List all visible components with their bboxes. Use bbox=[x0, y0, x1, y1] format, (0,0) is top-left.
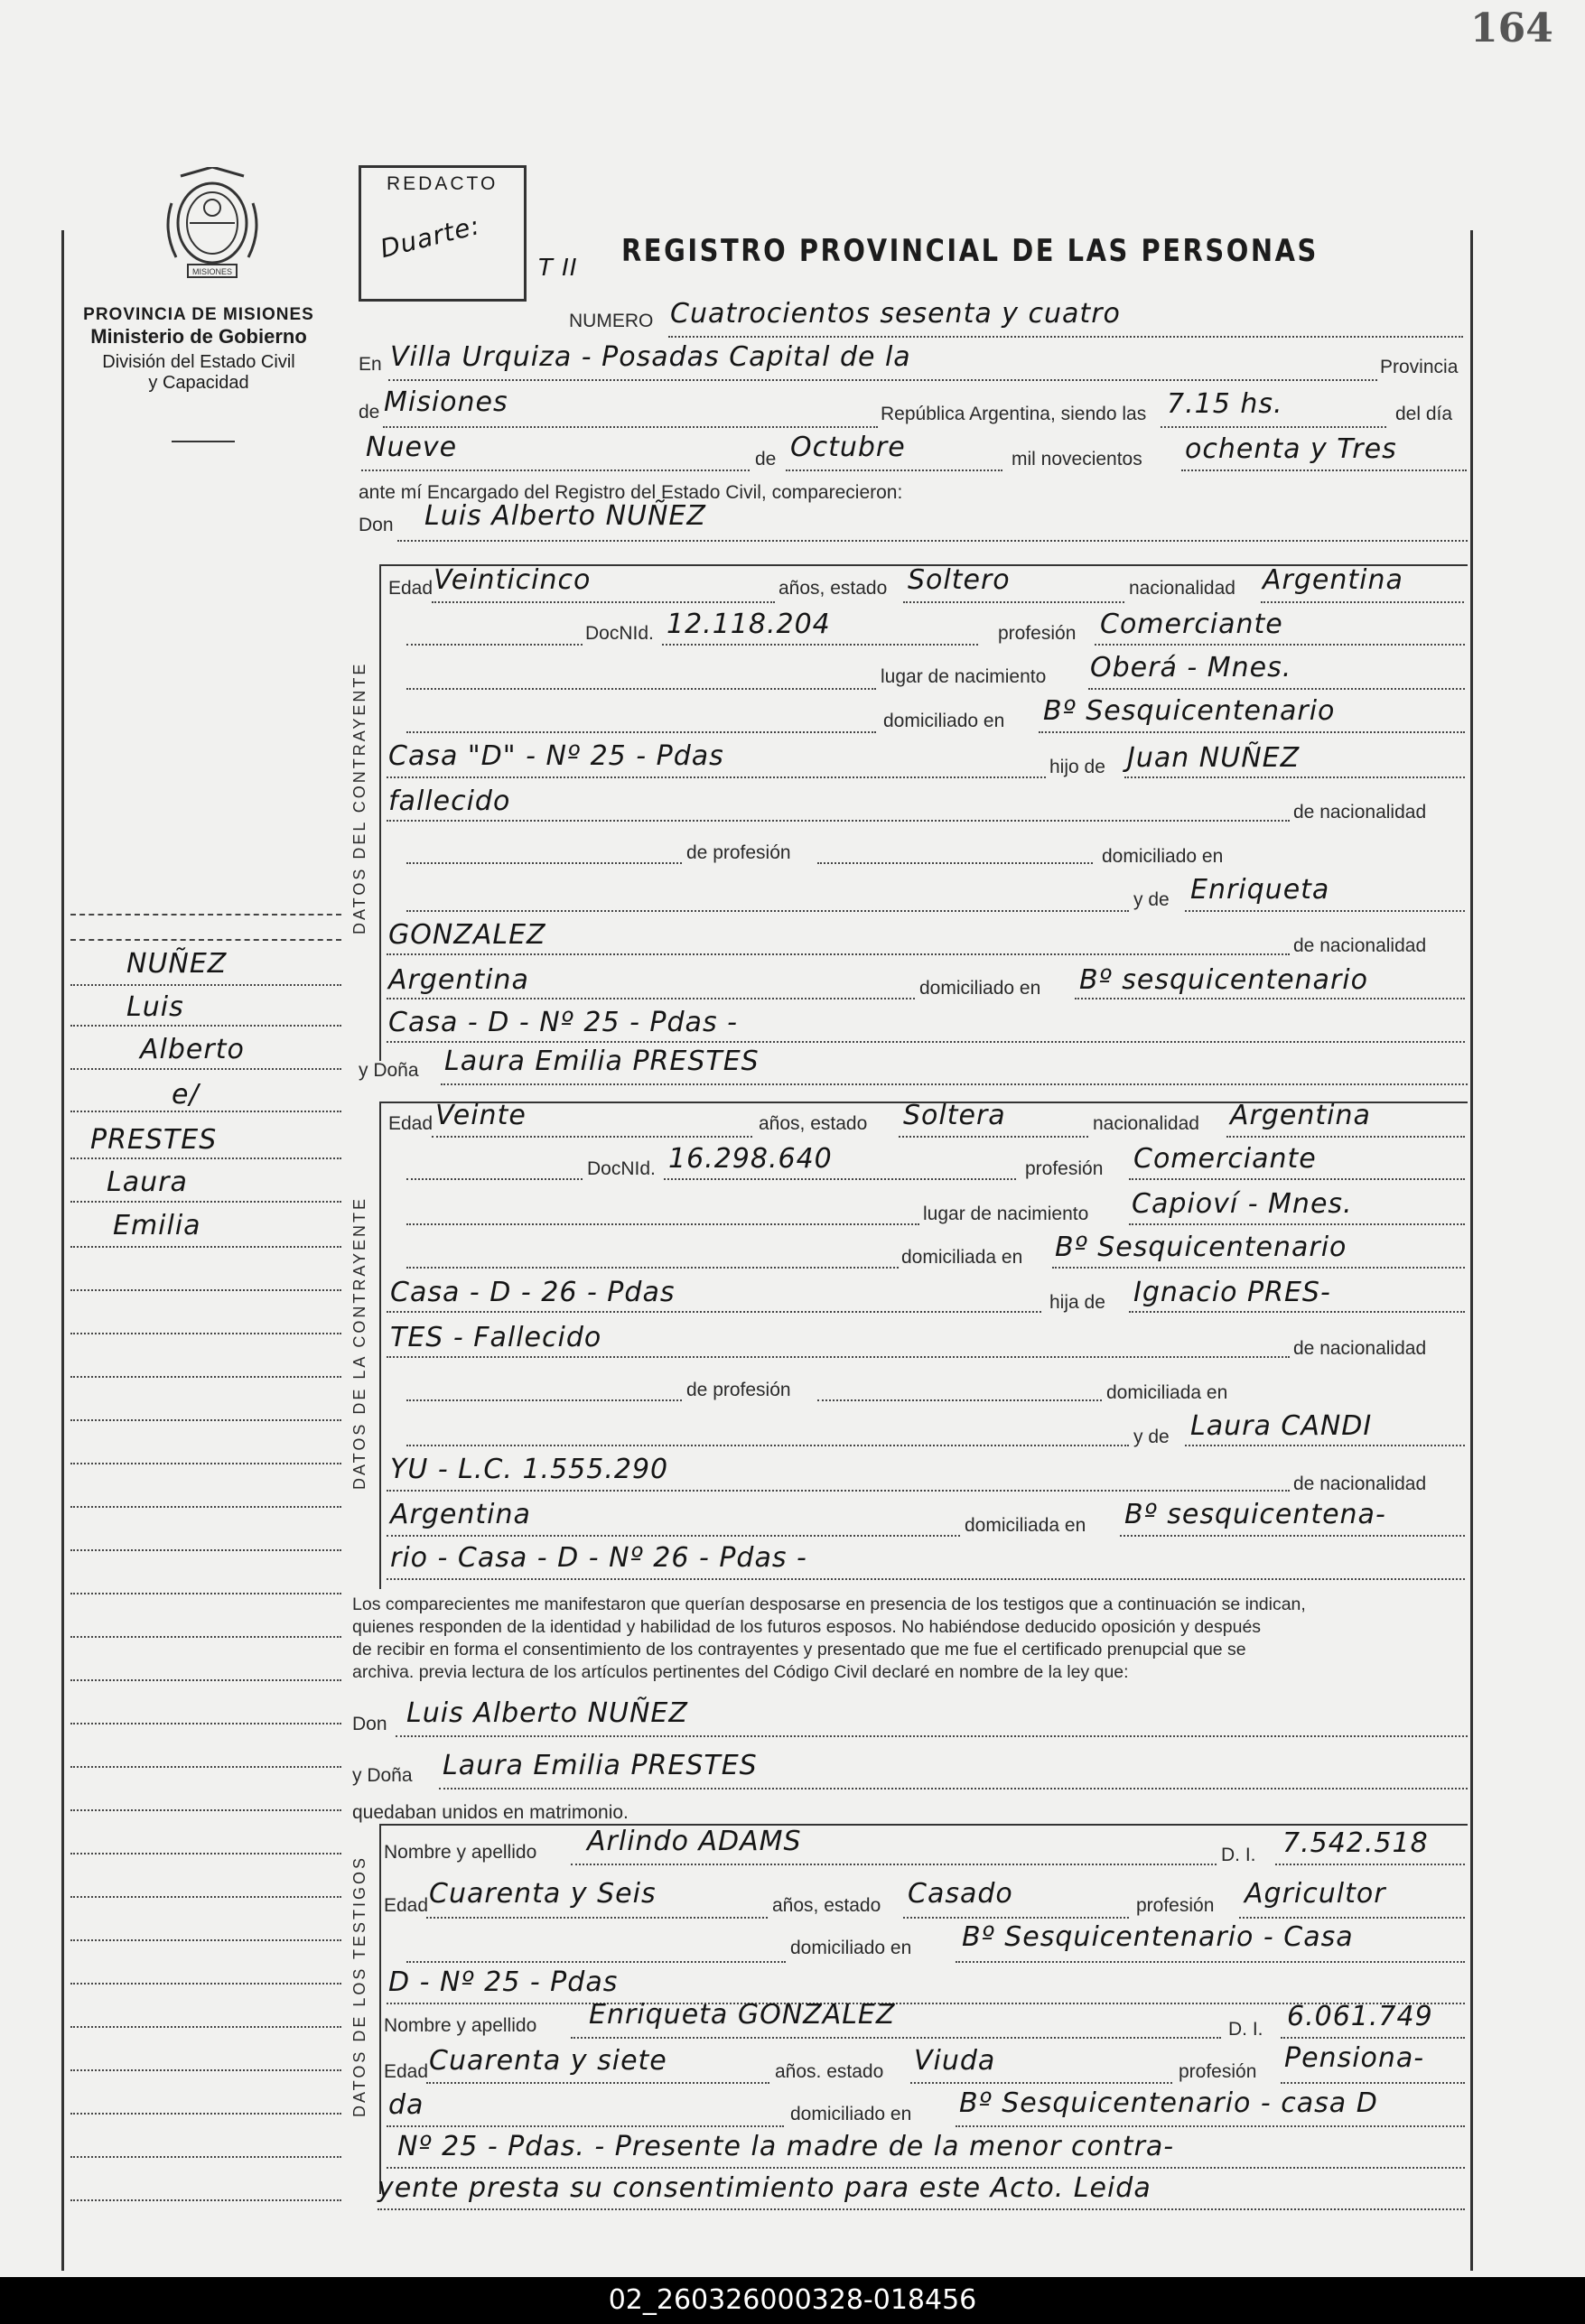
margin-line-1 bbox=[70, 984, 341, 986]
edad2-line bbox=[432, 1136, 752, 1138]
contrayenta-nombre: Laura Emilia PRESTES bbox=[444, 1046, 760, 1077]
coat-of-arms-icon bbox=[154, 167, 271, 289]
testigo1-estado-line bbox=[903, 1917, 1129, 1919]
contrayenta-doc: 16.298.640 bbox=[668, 1143, 833, 1175]
profesion-label-4: profesión bbox=[1179, 2061, 1257, 2082]
nacionalidad-label-2: nacionalidad bbox=[1093, 1113, 1199, 1134]
republica-label: República Argentina, siendo las bbox=[881, 404, 1147, 424]
de-nacionalidad-label-3: de nacionalidad bbox=[1293, 1338, 1427, 1359]
contrayenta-nombre-line bbox=[441, 1083, 1468, 1085]
testigos-side-label: DATOS DE LOS TESTIGOS bbox=[350, 1855, 368, 2117]
testigo2-domicilio3-line bbox=[378, 2208, 1465, 2210]
testigo1-edad-line bbox=[426, 1917, 768, 1919]
estado2-line bbox=[899, 1136, 1088, 1138]
lugar-value: Villa Urquiza - Posadas Capital de la bbox=[390, 341, 911, 373]
testigo2-di: 6.061.749 bbox=[1287, 2001, 1433, 2032]
testigo2-nombre-line bbox=[571, 2037, 1221, 2039]
domiciliada-label-3: domiciliada en bbox=[965, 1515, 1086, 1536]
margin-ruled-line bbox=[70, 1679, 341, 1681]
domiciliada-label-2: domiciliada en bbox=[1106, 1382, 1228, 1403]
declaracion-dona-line bbox=[439, 1788, 1468, 1789]
provincia-value: Misiones bbox=[384, 386, 508, 418]
testigo2-nombre: Enriqueta GONZALEZ bbox=[589, 1999, 896, 2031]
left-header bbox=[63, 305, 334, 394]
page-number: 164 bbox=[1470, 5, 1553, 51]
hija-de-label: hija de bbox=[1049, 1292, 1105, 1313]
dom-pre-line bbox=[406, 731, 876, 733]
contrayente-estado: Soltero bbox=[908, 564, 1011, 596]
margin-ruled-line bbox=[70, 1333, 341, 1334]
anos-estado-label-2: años, estado bbox=[759, 1113, 868, 1134]
contrayente-madre-nac: Argentina bbox=[388, 964, 529, 996]
testigo1-di-line bbox=[1275, 1864, 1465, 1865]
profesion-label-2: profesión bbox=[1025, 1158, 1104, 1179]
margin-ruled-line bbox=[70, 2156, 341, 2158]
contrayenta-madre-nac: Argentina bbox=[390, 1499, 531, 1530]
margin-name-6: Emilia bbox=[113, 1210, 201, 1241]
hora-line bbox=[1161, 426, 1386, 428]
de-nacionalidad-label-1: de nacionalidad bbox=[1293, 802, 1427, 823]
contrayenta-madre2: YU - L.C. 1.555.290 bbox=[390, 1454, 669, 1485]
margin-ruled-line bbox=[70, 1636, 341, 1638]
division-line-1: División del Estado Civil bbox=[102, 352, 295, 372]
contrayenta-madre-dom1: Bº sesquicentena- bbox=[1124, 1499, 1386, 1530]
padre2-2-line bbox=[387, 1356, 1290, 1358]
domiciliado-label-5: domiciliado en bbox=[790, 2104, 912, 2124]
margin-ruled-line bbox=[70, 2113, 341, 2115]
margin-ruled-line bbox=[70, 1593, 341, 1594]
y-de2-pre-line bbox=[406, 1445, 1129, 1446]
numero-value: Cuatrocientos sesenta y cuatro bbox=[670, 298, 1121, 330]
testigo2-domicilio1-line bbox=[956, 2125, 1465, 2127]
testigo2-domicilio2-line bbox=[387, 2167, 1465, 2169]
contrayente-block-rule bbox=[379, 564, 381, 1061]
left-margin-rule bbox=[61, 230, 64, 2271]
domiciliado-label-2: domiciliado en bbox=[1102, 846, 1224, 867]
numero-label: NUMERO bbox=[569, 311, 654, 331]
madre2-2-line bbox=[387, 1490, 1290, 1492]
contrayente-domicilio1: Bº Sesquicentenario bbox=[1043, 695, 1336, 727]
madre1-line bbox=[1185, 910, 1465, 912]
lugar-nacimiento2-line bbox=[1129, 1223, 1465, 1225]
testigo1-dom-pre-line bbox=[406, 1961, 786, 1963]
nacionalidad-label: nacionalidad bbox=[1129, 578, 1235, 599]
dia-value: Nueve bbox=[366, 432, 458, 463]
padre-line bbox=[1124, 776, 1465, 778]
right-margin-rule bbox=[1470, 230, 1473, 2271]
contrayente-madre-dom2: Casa - D - Nº 25 - Pdas - bbox=[388, 1007, 738, 1038]
de-nacionalidad-label-2: de nacionalidad bbox=[1293, 935, 1427, 956]
margin-line-5 bbox=[70, 1157, 341, 1159]
margin-ruled-line bbox=[70, 1939, 341, 1941]
testigo2-domicilio3: yente presta su consentimiento para este Acto. Leida bbox=[378, 2172, 1151, 2204]
margin-line-3 bbox=[70, 1068, 341, 1070]
docnid-label-2: DocNId. bbox=[587, 1158, 656, 1179]
ministry-name: Ministerio de Gobierno bbox=[90, 325, 307, 348]
contrayenta-profesion: Comerciante bbox=[1133, 1143, 1317, 1175]
domicilio2-line bbox=[387, 776, 1046, 778]
profesion-label: profesión bbox=[998, 623, 1077, 644]
provincia-line bbox=[383, 426, 878, 428]
de-prof-pre-line bbox=[406, 862, 682, 864]
paragraph-line-2: quienes responden de la identidad y habilidad de los futuros esposos. No habiéndose deducido oposición y después bbox=[352, 1617, 1262, 1637]
doc2-pre-line bbox=[406, 1178, 583, 1180]
de-prof-line bbox=[817, 862, 1093, 864]
declaracion-dona: Laura Emilia PRESTES bbox=[443, 1750, 758, 1781]
scan-id-footer: 02_260326000328-018456 bbox=[0, 2277, 1585, 2324]
testigo1-profesion-line bbox=[1239, 1917, 1465, 1919]
testigo2-profesion2: da bbox=[388, 2089, 424, 2121]
anio-line bbox=[1181, 469, 1467, 471]
contrayenta-padre1: Ignacio PRES- bbox=[1133, 1277, 1331, 1308]
y-de-label-2: y de bbox=[1133, 1427, 1170, 1447]
testigo1-edad: Cuarenta y Seis bbox=[429, 1878, 657, 1910]
dia-line bbox=[361, 469, 750, 471]
doc-pre-line bbox=[406, 644, 583, 646]
padre1-2-line bbox=[1129, 1311, 1465, 1313]
anos-estado-label-4: años. estado bbox=[775, 2061, 884, 2082]
testigo2-domicilio1: Bº Sesquicentenario - casa D bbox=[959, 2087, 1378, 2119]
edad-label-3: Edad bbox=[384, 1895, 429, 1916]
en-label: En bbox=[359, 354, 382, 375]
de-nacionalidad-label-4: de nacionalidad bbox=[1293, 1473, 1427, 1494]
contrayente-padre: Juan NUÑEZ bbox=[1127, 742, 1301, 774]
contrayente-nacionalidad: Argentina bbox=[1263, 564, 1403, 596]
margin-ruled-line bbox=[70, 1766, 341, 1768]
lugar-nacimiento-label-2: lugar de nacimiento bbox=[923, 1204, 1089, 1224]
lugar-nacimiento-line bbox=[1088, 688, 1465, 690]
contrayenta-domicilio2: Casa - D - 26 - Pdas bbox=[390, 1277, 676, 1308]
contrayenta-domicilio1: Bº Sesquicentenario bbox=[1055, 1232, 1347, 1263]
margin-line-6 bbox=[70, 1201, 341, 1203]
nombre-label-2: Nombre y apellido bbox=[384, 2015, 537, 2036]
redacto-box bbox=[359, 165, 527, 302]
domicilio2-2-line bbox=[387, 1311, 1041, 1313]
margin-line-2 bbox=[70, 1025, 341, 1027]
margin-name-2: Alberto bbox=[140, 1034, 245, 1065]
document-title: REGISTRO PROVINCIAL DE LAS PERSONAS bbox=[621, 233, 1319, 269]
nacionalidad-line bbox=[1261, 601, 1464, 603]
testigos-block-rule bbox=[379, 1824, 381, 2194]
header-divider bbox=[172, 441, 235, 442]
lugar-nacimiento-label: lugar de nacimiento bbox=[881, 666, 1047, 687]
de-prof2-line bbox=[817, 1399, 1102, 1401]
numero-line bbox=[668, 336, 1463, 338]
testigo2-profesion1-line bbox=[1281, 2082, 1465, 2084]
margin-ruled-line bbox=[70, 1376, 341, 1378]
testigo1-domicilio2: D - Nº 25 - Pdas bbox=[388, 1966, 619, 1998]
testigo1-nombre: Arlindo ADAMS bbox=[587, 1826, 802, 1857]
nacionalidad2-line bbox=[1226, 1136, 1465, 1138]
lugar-pre-line bbox=[406, 688, 876, 690]
de-profesion-label-1: de profesión bbox=[686, 842, 791, 863]
division-line-2: y Capacidad bbox=[148, 373, 249, 393]
margin-line-0 bbox=[70, 914, 341, 916]
madre-dom2-2-line bbox=[387, 1578, 1465, 1580]
madre1-2-line bbox=[1185, 1445, 1465, 1446]
margin-ruled-line bbox=[70, 1549, 341, 1551]
margin-line-7 bbox=[70, 1246, 341, 1248]
declaracion-don-line bbox=[396, 1735, 1468, 1737]
testigo2-estado: Viuda bbox=[914, 2045, 996, 2077]
paragraph-line-3: de recibir en forma el consentimiento de los contrayentes y presentado que me fue el certificado prenupcial que se bbox=[352, 1640, 1246, 1659]
contrayente-lugar-nacimiento: Oberá - Mnes. bbox=[1090, 652, 1292, 683]
margin-ruled-line bbox=[70, 2069, 341, 2071]
margin-ruled-line bbox=[70, 1419, 341, 1421]
de-prof2-pre-line bbox=[406, 1399, 682, 1401]
testigo2-domicilio2: Nº 25 - Pdas. - Presente la madre de la menor contra- bbox=[397, 2131, 1175, 2162]
nombre-label-1: Nombre y apellido bbox=[384, 1842, 537, 1863]
domiciliado-label: domiciliado en bbox=[883, 711, 1005, 731]
doc-line bbox=[662, 644, 978, 646]
profesion-line bbox=[1095, 644, 1465, 646]
y-de-pre-line bbox=[406, 910, 1129, 912]
contrayente-domicilio2: Casa "D" - Nº 25 - Pdas bbox=[388, 740, 724, 772]
ante-label: ante mí Encargado del Registro del Estado Civil, comparecieron: bbox=[359, 482, 903, 503]
testigo1-nombre-line bbox=[571, 1864, 1217, 1865]
contrayente-madre1: Enriqueta bbox=[1190, 874, 1330, 906]
seal-text: MISIONES bbox=[191, 267, 233, 276]
domiciliado-label-3: domiciliado en bbox=[919, 978, 1041, 999]
declaracion-don: Luis Alberto NUÑEZ bbox=[406, 1697, 688, 1729]
de-label: de bbox=[359, 402, 380, 423]
testigo2-profesion1: Pensiona- bbox=[1284, 2042, 1425, 2074]
margin-ruled-line bbox=[70, 1723, 341, 1724]
margin-ruled-line bbox=[70, 1809, 341, 1811]
edad-label: Edad bbox=[388, 578, 434, 599]
anos-estado-label-3: años, estado bbox=[772, 1895, 881, 1916]
margin-line-0b bbox=[70, 939, 341, 941]
contrayenta-nacionalidad: Argentina bbox=[1230, 1100, 1371, 1131]
y-dona-label-2: y Doña bbox=[352, 1765, 413, 1786]
margin-ruled-line bbox=[70, 1463, 341, 1464]
anio-value: ochenta y Tres bbox=[1185, 433, 1397, 465]
provincia-label: Provincia bbox=[1380, 357, 1459, 377]
testigo1-estado: Casado bbox=[908, 1878, 1013, 1910]
contrayenta-madre-dom2: rio - Casa - D - Nº 26 - Pdas - bbox=[390, 1542, 807, 1574]
province-name: PROVINCIA DE MISIONES bbox=[83, 305, 314, 324]
padre-estado-line bbox=[387, 820, 1290, 822]
contrayente-madre2: GONZALEZ bbox=[388, 919, 546, 951]
testigo2-di-line bbox=[1281, 2037, 1465, 2039]
contrayenta-padre2: TES - Fallecido bbox=[390, 1322, 602, 1353]
contrayente-doc: 12.118.204 bbox=[667, 609, 831, 640]
contrayente-nombre: Luis Alberto NUÑEZ bbox=[424, 500, 706, 532]
margin-ruled-line bbox=[70, 1983, 341, 1985]
madre-nac2-line bbox=[387, 1535, 960, 1537]
margin-ruled-line bbox=[70, 2199, 341, 2201]
doc2-line bbox=[664, 1178, 1016, 1180]
profesion-label-3: profesión bbox=[1136, 1895, 1215, 1916]
margin-name-4: PRESTES bbox=[90, 1124, 218, 1156]
domicilio1-2-line bbox=[1052, 1267, 1465, 1269]
anos-estado-label: años, estado bbox=[779, 578, 888, 599]
paragraph-line-4: archiva. previa lectura de los artículos pertinentes del Código Civil declaré en nombre de la ley que: bbox=[352, 1662, 1129, 1682]
hora-value: 7.15 hs. bbox=[1167, 388, 1283, 420]
quedaban-label: quedaban unidos en matrimonio. bbox=[352, 1802, 629, 1823]
redacto-signature: Duarte: bbox=[377, 209, 483, 265]
del-dia-label: del día bbox=[1395, 404, 1453, 424]
domiciliada-label: domiciliada en bbox=[901, 1247, 1023, 1268]
edad-line bbox=[432, 601, 775, 603]
de-profesion-label-2: de profesión bbox=[686, 1380, 791, 1400]
contrayenta-madre1: Laura CANDI bbox=[1190, 1410, 1373, 1442]
y-de-label-1: y de bbox=[1133, 889, 1170, 910]
paragraph-line-1: Los comparecientes me manifestaron que querían desposarse en presencia de los testigos que a continuación se indican, bbox=[352, 1594, 1306, 1614]
docnid-label: DocNId. bbox=[585, 623, 654, 644]
contrayenta-side-label: DATOS DE LA CONTRAYENTE bbox=[350, 1195, 368, 1490]
testigo1-domicilio1-line bbox=[956, 1961, 1465, 1963]
di-label-1: D. I. bbox=[1221, 1845, 1256, 1865]
testigo2-estado-line bbox=[910, 2082, 1172, 2084]
don-label-2: Don bbox=[352, 1714, 387, 1734]
contrayenta-block-rule bbox=[379, 1102, 381, 1589]
madre-nac-line bbox=[387, 998, 915, 999]
margin-name-1: Luis bbox=[126, 991, 184, 1023]
margin-ruled-line bbox=[70, 1853, 341, 1855]
edad-label-4: Edad bbox=[384, 2061, 429, 2082]
madre2-line bbox=[387, 953, 1290, 955]
de2-label: de bbox=[755, 449, 777, 469]
contrayente-nombre-line bbox=[397, 540, 1468, 542]
margin-name-3: e/ bbox=[172, 1079, 200, 1111]
contrayente-padre-estado: fallecido bbox=[388, 786, 511, 817]
domicilio1-line bbox=[1039, 731, 1465, 733]
y-dona-label-1: y Doña bbox=[359, 1060, 419, 1081]
mil-label: mil novecientos bbox=[1012, 449, 1142, 469]
contrayente-madre-dom1: Bº sesquicentenario bbox=[1079, 964, 1368, 996]
estado-line bbox=[903, 601, 1124, 603]
margin-ruled-line bbox=[70, 1896, 341, 1898]
madre-dom1-2-line bbox=[1120, 1535, 1465, 1537]
tomo: T II bbox=[538, 255, 578, 282]
edad-label-2: Edad bbox=[388, 1113, 434, 1134]
domiciliado-label-4: domiciliado en bbox=[790, 1938, 912, 1958]
margin-ruled-line bbox=[70, 2026, 341, 2028]
margin-ruled-line bbox=[70, 1289, 341, 1291]
testigo2-edad-line bbox=[426, 2082, 769, 2084]
margin-ruled-line bbox=[70, 1506, 341, 1508]
mes-line bbox=[786, 469, 1002, 471]
hijo-de-label: hijo de bbox=[1049, 757, 1105, 777]
don-label: Don bbox=[359, 515, 394, 535]
mes-value: Octubre bbox=[790, 432, 906, 463]
testigo2-edad: Cuarenta y siete bbox=[429, 2045, 667, 2077]
lugar-line bbox=[388, 379, 1377, 381]
madre-dom1-line bbox=[1075, 998, 1465, 999]
margin-name-5: Laura bbox=[107, 1167, 188, 1198]
profesion2-line bbox=[1129, 1178, 1465, 1180]
dom2-pre-line bbox=[406, 1267, 899, 1269]
contrayenta-lugar-nacimiento: Capioví - Mnes. bbox=[1132, 1188, 1353, 1220]
redacto-label: REDACTO bbox=[387, 173, 499, 194]
testigo1-profesion: Agricultor bbox=[1245, 1878, 1386, 1910]
di-label-2: D. I. bbox=[1228, 2019, 1263, 2040]
margin-name-0: NUÑEZ bbox=[126, 948, 228, 980]
testigo1-domicilio1: Bº Sesquicentenario - Casa bbox=[962, 1921, 1354, 1953]
lugar2-pre-line bbox=[406, 1223, 919, 1225]
testigo1-di: 7.542.518 bbox=[1282, 1827, 1429, 1859]
contrayente-edad: Veinticinco bbox=[434, 564, 592, 596]
contrayente-profesion: Comerciante bbox=[1100, 609, 1283, 640]
contrayenta-estado: Soltera bbox=[903, 1100, 1006, 1131]
margin-line-4 bbox=[70, 1111, 341, 1112]
testigo2-profesion2-line bbox=[387, 2125, 784, 2127]
madre-dom2-line bbox=[387, 1041, 1465, 1043]
contrayenta-edad: Veinte bbox=[435, 1100, 527, 1131]
declaration-paragraph bbox=[352, 1594, 1472, 1684]
contrayente-side-label: DATOS DEL CONTRAYENTE bbox=[350, 661, 368, 934]
testigos-block-top bbox=[379, 1824, 1468, 1826]
